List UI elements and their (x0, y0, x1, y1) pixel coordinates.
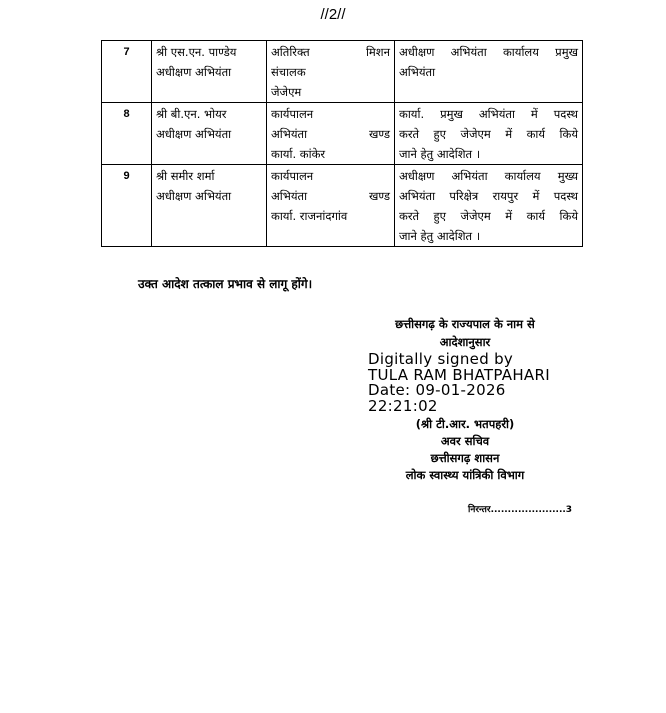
page-number: //2// (320, 6, 346, 23)
authority-block (360, 315, 570, 351)
serial-number: 7 (102, 41, 152, 103)
remark-line: अधीक्षण अभियंता कार्यालय प्रमुख (399, 45, 578, 59)
posting-line: कार्या. राजनांदगांव (271, 209, 348, 223)
posting-line: अभियंता खण्ड (271, 127, 390, 141)
table-row (102, 41, 583, 103)
officer-designation: अधीक्षण अभियंता (156, 189, 232, 203)
signer-name: (श्री टी.आर. भतपहरी) (415, 417, 515, 431)
digital-signature-line: 22:21:02 (368, 396, 438, 415)
posting-cell (267, 165, 395, 247)
posting-cell (267, 41, 395, 103)
serial-number: 8 (102, 103, 152, 165)
remark-line: करते हुए जेजेएम में कार्य किये (399, 209, 578, 223)
officer-designation: अधीक्षण अभियंता (156, 127, 232, 141)
authority-line: छत्तीसगढ़ के राज्यपाल के नाम से (395, 317, 535, 331)
officer-designation: अधीक्षण अभियंता (156, 65, 232, 79)
remark-line: जाने हेतु आदेशित । (399, 229, 481, 243)
officer-name-cell (152, 165, 267, 247)
remark-cell (395, 103, 583, 165)
officer-name: श्री बी.एन. भोयर (156, 107, 227, 121)
officer-name-cell (152, 41, 267, 103)
orders-table (101, 40, 583, 247)
digital-signature-line: Digitally signed by (368, 350, 514, 368)
posting-line: कार्यपालन (271, 107, 314, 121)
remark-line: कार्या. प्रमुख अभियंता में पदस्थ (399, 107, 578, 121)
posting-line: जेजेएम (271, 85, 302, 99)
digital-signature-line: Date: 09-01-2026 (368, 381, 506, 399)
remark-line: जाने हेतु आदेशित । (399, 147, 481, 161)
remark-cell (395, 41, 583, 103)
signer-designation: अवर सचिव (440, 434, 490, 448)
table-row (102, 103, 583, 165)
digital-signature (368, 352, 550, 414)
officer-name: श्री समीर शर्मा (156, 169, 215, 183)
continued-marker: निरन्तर......................3 (468, 505, 573, 515)
posting-line: कार्यपालन (271, 169, 314, 183)
officer-name-cell (152, 103, 267, 165)
posting-line: अभियंता खण्ड (271, 189, 390, 203)
posting-line: कार्या. कांकेर (271, 147, 326, 161)
remark-line: अधीक्षण अभियंता कार्यालय मुख्य (399, 169, 578, 183)
effect-note: उक्त आदेश तत्काल प्रभाव से लागू होंगे। (138, 277, 313, 291)
signer-block (360, 416, 570, 484)
remark-cell (395, 165, 583, 247)
remark-line: अभियंता परिक्षेत्र रायपुर में पदस्थ (399, 189, 578, 203)
posting-cell (267, 103, 395, 165)
signer-department: लोक स्वास्थ्य यांत्रिकी विभाग (405, 468, 525, 482)
authority-line: आदेशानुसार (439, 335, 491, 349)
serial-number: 9 (102, 165, 152, 247)
remark-line: अभियंता (399, 65, 436, 79)
table-row (102, 165, 583, 247)
signer-government: छत्तीसगढ़ शासन (430, 451, 500, 465)
posting-line: अतिरिक्त मिशन (271, 45, 390, 59)
posting-line: संचालक (271, 65, 306, 79)
remark-line: करते हुए जेजेएम में कार्य किये (399, 127, 578, 141)
officer-name: श्री एस.एन. पाण्डेय (156, 45, 237, 59)
digital-signature-line: TULA RAM BHATPAHARI (368, 365, 550, 384)
